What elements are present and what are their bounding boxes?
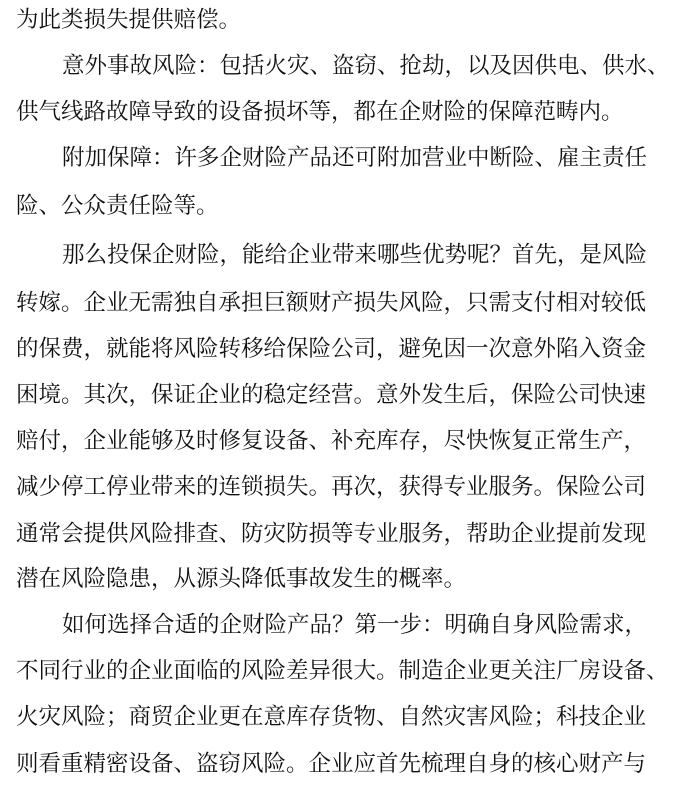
text-line: 如何选择合适的企财险产品？第一步：明确自身风险需求， <box>62 612 648 638</box>
text-line: 不同行业的企业面临的风险差异很大。制造企业更关注厂房设备、 <box>16 658 669 684</box>
text-line: 意外事故风险：包括火灾、盗窃、抢劫，以及因供电、供水、 <box>62 53 670 79</box>
text-line: 转嫁。企业无需独自承担巨额财产损失风险，只需支付相对较低 <box>16 290 647 316</box>
text-line: 潜在风险隐患，从源头降低事故发生的概率。 <box>16 566 467 592</box>
text-line: 险、公众责任险等。 <box>16 193 219 219</box>
text-line: 火灾风险；商贸企业更在意库存货物、自然灾害风险；科技企业 <box>16 704 647 730</box>
text-line: 的保费，就能将风险转移给保险公司，避免因一次意外陷入资金 <box>16 336 647 362</box>
text-line: 减少停工停业带来的连锁损失。再次，获得专业服务。保险公司 <box>16 474 647 500</box>
text-line: 供气线路故障导致的设备损坏等，都在企财险的保障范畴内。 <box>16 99 624 125</box>
text-line: 通常会提供风险排查、防灾防损等专业服务，帮助企业提前发现 <box>16 521 647 547</box>
text-line: 附加保障：许多企财险产品还可附加营业中断险、雇主责任 <box>62 145 648 171</box>
text-line: 为此类损失提供赔偿。 <box>16 7 242 33</box>
text-line: 则看重精密设备、盗窃风险。企业应首先梳理自身的核心财产与 <box>16 751 647 777</box>
text-line: 那么投保企财险，能给企业带来哪些优势呢？首先，是风险 <box>62 242 648 268</box>
text-line: 困境。其次，保证企业的稳定经营。意外发生后，保险公司快速 <box>16 382 647 408</box>
text-line: 赔付，企业能够及时修复设备、补充库存，尽快恢复正常生产， <box>16 428 647 454</box>
